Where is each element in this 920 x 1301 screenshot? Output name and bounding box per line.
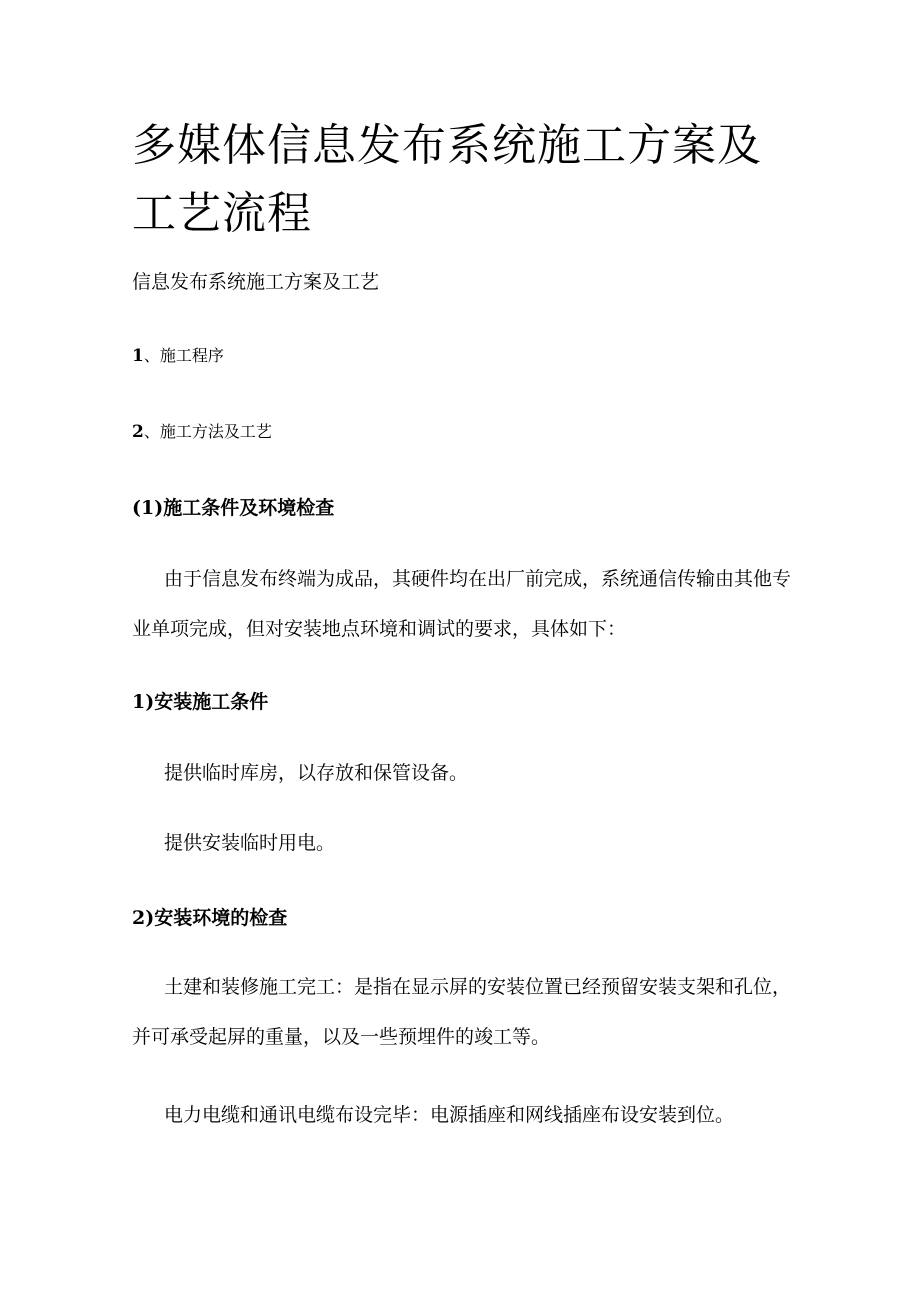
document-title: 多媒体信息发布系统施工方案及工艺流程 <box>132 120 762 239</box>
subsection-heading-text: 安装环境的检查 <box>154 907 288 929</box>
list-item-text: 、施工方法及工艺 <box>143 422 272 441</box>
list-item-1 <box>132 344 224 368</box>
subsection-number: 1) <box>132 691 155 713</box>
subsection-heading-1 <box>132 688 268 716</box>
list-item-text: 、施工程序 <box>143 346 224 365</box>
section-number: (1) <box>132 497 164 519</box>
subsection-number: 2) <box>132 907 155 929</box>
intro-paragraph: 由于信息发布终端为成品，其硬件均在出厂前完成，系统通信传输由其他专业单项完成，但对安装地点环境和调试的要求，具体如下： <box>132 568 792 640</box>
paragraph-power: 提供安装临时用电。 <box>164 832 336 854</box>
paragraph-construction: 土建和装修施工完工：是指在显示屏的安装位置已经预留安装支架和孔位，并可承受起屏的重量，以及一些预埋件的竣工等。 <box>132 976 792 1048</box>
section-heading-text: 施工条件及环境检查 <box>163 497 335 519</box>
list-item-number: 2 <box>132 422 144 442</box>
subsection-heading-text: 安装施工条件 <box>154 691 269 713</box>
list-item-number: 1 <box>132 346 144 366</box>
list-item-2 <box>132 420 272 444</box>
paragraph-cabling: 电力电缆和通讯电缆布设完毕：电源插座和网线插座布设安装到位。 <box>164 1104 735 1126</box>
section-heading-1 <box>132 494 334 522</box>
subsection-heading-2 <box>132 904 287 932</box>
document-subtitle: 信息发布系统施工方案及工艺 <box>132 271 380 293</box>
paragraph-storage: 提供临时库房，以存放和保管设备。 <box>164 762 469 784</box>
